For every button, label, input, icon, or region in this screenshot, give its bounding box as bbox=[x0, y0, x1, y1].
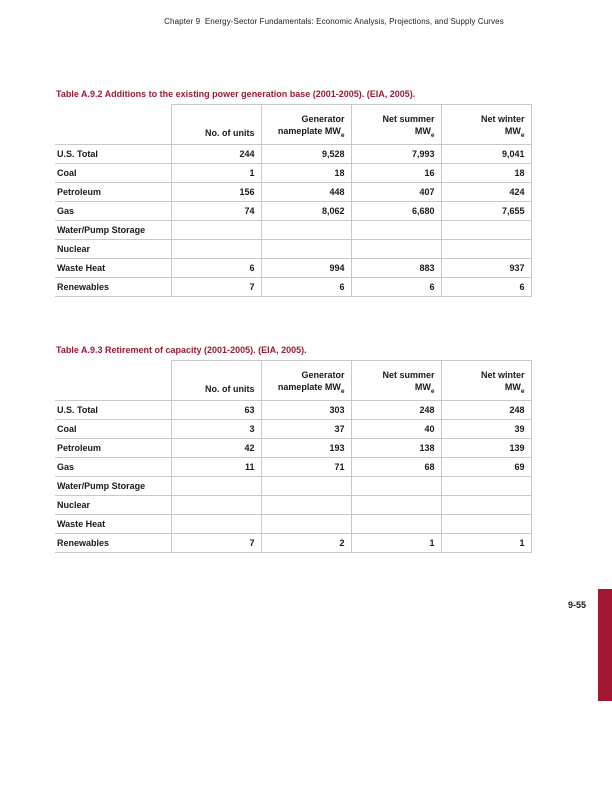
col-header-summer bbox=[351, 105, 441, 145]
cell-winter: 9,041 bbox=[441, 145, 531, 164]
cell-winter bbox=[441, 240, 531, 259]
cell-summer: 68 bbox=[351, 458, 441, 477]
cell-summer: 16 bbox=[351, 164, 441, 183]
table-row bbox=[55, 183, 531, 202]
cell-winter bbox=[441, 477, 531, 496]
table-row bbox=[55, 278, 531, 297]
cell-units: 7 bbox=[171, 278, 261, 297]
col-header-empty bbox=[55, 361, 171, 401]
cell-units: 7 bbox=[171, 534, 261, 553]
table-row bbox=[55, 439, 531, 458]
cell-summer: 138 bbox=[351, 439, 441, 458]
header-line: nameplate MW bbox=[277, 381, 341, 392]
col-header-units: No. of units bbox=[171, 361, 261, 401]
header-line: Net winter bbox=[480, 370, 525, 381]
cell-summer: 7,993 bbox=[351, 145, 441, 164]
cell-units bbox=[171, 496, 261, 515]
table-a92-caption: Table A.9.2 Additions to the existing power generation base (2001-2005). (EIA, 2005). bbox=[56, 89, 416, 99]
cell-summer bbox=[351, 221, 441, 240]
cell-nameplate: 448 bbox=[261, 183, 351, 202]
cell-summer: 1 bbox=[351, 534, 441, 553]
cell-nameplate bbox=[261, 477, 351, 496]
cell-nameplate: 193 bbox=[261, 439, 351, 458]
cell-units: 1 bbox=[171, 164, 261, 183]
cell-winter bbox=[441, 515, 531, 534]
col-header-empty bbox=[55, 105, 171, 145]
cell-winter: 69 bbox=[441, 458, 531, 477]
cell-units: 3 bbox=[171, 420, 261, 439]
cell-units: 74 bbox=[171, 202, 261, 221]
cell-nameplate: 9,528 bbox=[261, 145, 351, 164]
row-label: Water/Pump Storage bbox=[55, 221, 171, 240]
row-label: Renewables bbox=[55, 534, 171, 553]
cell-winter: 139 bbox=[441, 439, 531, 458]
cell-summer bbox=[351, 496, 441, 515]
header-line: Net winter bbox=[480, 114, 525, 125]
header-line: MW bbox=[504, 381, 521, 392]
cell-summer: 883 bbox=[351, 259, 441, 278]
header-line: Net summer bbox=[382, 370, 435, 381]
retirements-table bbox=[55, 360, 532, 553]
cell-summer: 40 bbox=[351, 420, 441, 439]
table-header-row bbox=[55, 361, 531, 401]
header-line: MW bbox=[414, 381, 431, 392]
row-label: Petroleum bbox=[55, 439, 171, 458]
cell-winter: 7,655 bbox=[441, 202, 531, 221]
row-label: Renewables bbox=[55, 278, 171, 297]
table-row bbox=[55, 496, 531, 515]
cell-winter: 18 bbox=[441, 164, 531, 183]
cell-nameplate: 994 bbox=[261, 259, 351, 278]
additions-table bbox=[55, 104, 532, 297]
cell-nameplate bbox=[261, 240, 351, 259]
header-line: nameplate MW bbox=[277, 125, 341, 136]
cell-nameplate: 37 bbox=[261, 420, 351, 439]
subscript-e: e bbox=[340, 387, 345, 395]
cell-summer: 248 bbox=[351, 401, 441, 420]
cell-units: 156 bbox=[171, 183, 261, 202]
cell-nameplate: 2 bbox=[261, 534, 351, 553]
cell-summer: 6,680 bbox=[351, 202, 441, 221]
row-label: U.S. Total bbox=[55, 401, 171, 420]
cell-units bbox=[171, 221, 261, 240]
table-row bbox=[55, 221, 531, 240]
cell-summer bbox=[351, 240, 441, 259]
row-label: U.S. Total bbox=[55, 145, 171, 164]
cell-nameplate bbox=[261, 221, 351, 240]
cell-winter: 1 bbox=[441, 534, 531, 553]
row-label: Nuclear bbox=[55, 496, 171, 515]
cell-nameplate: 303 bbox=[261, 401, 351, 420]
cell-winter bbox=[441, 221, 531, 240]
subscript-e: e bbox=[430, 387, 435, 395]
table-row bbox=[55, 534, 531, 553]
cell-units: 6 bbox=[171, 259, 261, 278]
header-line: Generator bbox=[301, 370, 345, 381]
header-line: Net summer bbox=[382, 114, 435, 125]
row-label: Coal bbox=[55, 420, 171, 439]
subscript-e: e bbox=[340, 131, 345, 139]
row-label: Water/Pump Storage bbox=[55, 477, 171, 496]
cell-nameplate: 6 bbox=[261, 278, 351, 297]
subscript-e: e bbox=[520, 131, 525, 139]
page-number: 9-55 bbox=[567, 600, 586, 610]
cell-units bbox=[171, 515, 261, 534]
table-row bbox=[55, 420, 531, 439]
table-row bbox=[55, 259, 531, 278]
cell-summer bbox=[351, 477, 441, 496]
cell-winter: 937 bbox=[441, 259, 531, 278]
header-line: MW bbox=[414, 125, 431, 136]
col-header-winter bbox=[441, 105, 531, 145]
cell-winter: 248 bbox=[441, 401, 531, 420]
cell-units bbox=[171, 477, 261, 496]
col-header-nameplate bbox=[261, 361, 351, 401]
chapter-edge-tab bbox=[598, 589, 612, 701]
header-line: Generator bbox=[301, 114, 345, 125]
cell-nameplate bbox=[261, 515, 351, 534]
cell-winter bbox=[441, 496, 531, 515]
col-header-winter bbox=[441, 361, 531, 401]
table-row bbox=[55, 202, 531, 221]
col-header-summer bbox=[351, 361, 441, 401]
table-row bbox=[55, 145, 531, 164]
cell-winter: 39 bbox=[441, 420, 531, 439]
cell-winter: 424 bbox=[441, 183, 531, 202]
row-label: Waste Heat bbox=[55, 259, 171, 278]
table-row bbox=[55, 458, 531, 477]
running-header: Chapter 9 Energy-Sector Fundamentals: Economic Analysis, Projections, and Supply Curves bbox=[164, 17, 504, 26]
cell-units: 42 bbox=[171, 439, 261, 458]
table-row bbox=[55, 515, 531, 534]
table-row bbox=[55, 164, 531, 183]
cell-nameplate: 8,062 bbox=[261, 202, 351, 221]
col-header-nameplate bbox=[261, 105, 351, 145]
row-label: Petroleum bbox=[55, 183, 171, 202]
row-label: Nuclear bbox=[55, 240, 171, 259]
cell-units: 63 bbox=[171, 401, 261, 420]
subscript-e: e bbox=[520, 387, 525, 395]
cell-nameplate bbox=[261, 496, 351, 515]
subscript-e: e bbox=[430, 131, 435, 139]
cell-winter: 6 bbox=[441, 278, 531, 297]
header-line: MW bbox=[504, 125, 521, 136]
row-label: Coal bbox=[55, 164, 171, 183]
cell-units bbox=[171, 240, 261, 259]
table-a93-caption: Table A.9.3 Retirement of capacity (2001-2005). (EIA, 2005). bbox=[56, 345, 307, 355]
table-row bbox=[55, 477, 531, 496]
cell-units: 11 bbox=[171, 458, 261, 477]
cell-nameplate: 18 bbox=[261, 164, 351, 183]
row-label: Gas bbox=[55, 202, 171, 221]
cell-units: 244 bbox=[171, 145, 261, 164]
table-row bbox=[55, 401, 531, 420]
row-label: Waste Heat bbox=[55, 515, 171, 534]
cell-summer bbox=[351, 515, 441, 534]
cell-summer: 6 bbox=[351, 278, 441, 297]
table-header-row bbox=[55, 105, 531, 145]
cell-nameplate: 71 bbox=[261, 458, 351, 477]
table-row bbox=[55, 240, 531, 259]
cell-summer: 407 bbox=[351, 183, 441, 202]
col-header-units: No. of units bbox=[171, 105, 261, 145]
row-label: Gas bbox=[55, 458, 171, 477]
